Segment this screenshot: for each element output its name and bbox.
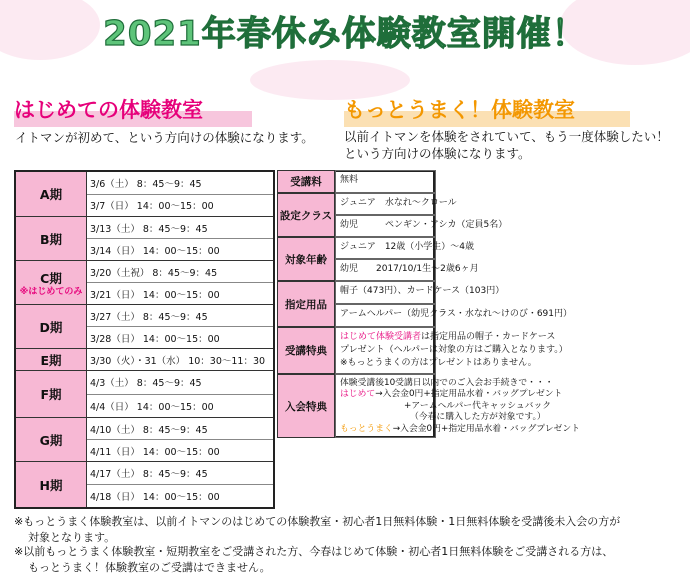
footnote-2	[14, 544, 613, 576]
schedule-row	[16, 216, 273, 260]
term-label	[16, 462, 87, 507]
footnote-1	[14, 514, 620, 546]
session-time: 3/7（日） 14：00～15：00	[87, 194, 273, 217]
session-list	[87, 172, 273, 216]
benefit-content	[335, 327, 568, 374]
class-junior-text: ジュニア 水なれ～クロール	[340, 198, 457, 208]
term-label	[16, 418, 87, 461]
fee-value	[335, 170, 436, 193]
session-time: 4/18（日） 14：00～15：00	[87, 484, 273, 507]
session-time: 3/14（日） 14：00～15：00	[87, 238, 273, 260]
session-time: 4/11（日） 14：00～15：00	[87, 439, 273, 461]
join-label: 入会特典	[277, 374, 335, 438]
term-name: G期	[39, 432, 63, 448]
session-time: 3/13（土） 8：45～9：45	[90, 223, 208, 235]
benefit-line2: プレゼント（ヘルパーは対象の方はご購入となります。）	[340, 345, 568, 355]
join-again-highlight: もっとうまく	[340, 423, 393, 434]
session-list	[87, 305, 273, 348]
benefit-line1: は指定用品の帽子・カードケース	[421, 332, 556, 342]
session-time: 4/4（日） 14：00～15：00	[87, 394, 273, 418]
section-heading-first: はじめての体験教室	[14, 98, 203, 122]
term-name: H期	[39, 477, 63, 493]
schedule-table	[14, 170, 275, 509]
age-label: 対象年齢	[277, 237, 335, 281]
session-time: 3/6（土） 8：45～9：45	[90, 178, 202, 190]
age-junior	[335, 237, 474, 259]
goods-line1	[335, 281, 505, 304]
age-infant	[335, 259, 479, 281]
term-name: C期	[40, 270, 62, 286]
term-label	[16, 349, 87, 370]
footnote-line: 対象となります。	[28, 531, 116, 544]
term-name: A期	[39, 187, 63, 202]
session-time: 4/3（土） 8：45～9：45	[90, 378, 202, 390]
join-line5: →入会金0円+指定用品水着・バッグプレゼント	[392, 423, 580, 434]
session-time: 4/10（土） 8：45～9：45	[90, 424, 208, 436]
session-list	[87, 217, 273, 260]
session-time: 3/30（火）・31（水） 10：30～11：30	[90, 355, 266, 367]
page-title: 2021年春休み体験教室開催！	[103, 14, 587, 54]
join-line1: 体験受講後10受講日以内でのご入会お手続きで・・・	[340, 378, 554, 388]
session-time: 4/17（土） 8：45～9：45	[90, 469, 208, 480]
term-name: E期	[40, 352, 62, 368]
class-label: 設定クラス	[277, 193, 335, 237]
schedule-row	[16, 348, 273, 370]
join-line2: →入会金0円+指定用品水着・バッグプレゼント	[375, 389, 563, 400]
schedule-row	[16, 417, 273, 461]
age-infant-text: 幼児 2017/10/1生～2歳6ヶ月	[340, 264, 479, 274]
schedule-row	[16, 260, 273, 304]
session-list	[87, 261, 273, 304]
join-line3: +アームヘルパー代キャッシュバック	[404, 400, 552, 411]
session-time: 3/27（土） 8：45～9：45	[90, 311, 208, 323]
goods-line2	[335, 304, 573, 327]
age-junior-text: ジュニア 12歳（小学生）～4歳	[340, 242, 474, 252]
session-list	[87, 371, 273, 417]
schedule-row	[16, 461, 273, 507]
schedule-row	[16, 304, 273, 348]
description-line: という方向けの体験になります。	[344, 146, 531, 161]
class-junior	[335, 193, 457, 215]
term-note: ※はじめてのみ	[19, 286, 83, 297]
session-list	[87, 349, 273, 370]
session-time: 3/28（日） 14：00～15：00	[87, 326, 273, 348]
term-label	[16, 261, 87, 304]
session-list	[87, 462, 273, 507]
term-name: F期	[40, 387, 62, 402]
join-first-highlight: はじめて	[340, 389, 376, 400]
session-list	[87, 418, 273, 461]
section-description-first: イトマンが初めて、という方向けの体験になります。	[15, 130, 314, 145]
footnote-line: もっとうまく！体験教室のご受講はできません。	[28, 561, 271, 574]
class-infant-text: 幼児 ペンギン・アシカ（定員5名）	[340, 220, 508, 230]
benefit-line3: ※もっとうまくの方はプレゼントはありません。	[340, 358, 537, 368]
session-time: 3/20（土祝） 8：45～9：45	[90, 267, 218, 279]
fee-label: 受講料	[277, 170, 335, 193]
footnote-line: ※もっとうまく体験教室は、以前イトマンのはじめての体験教室・初心者1日無料体験・1日無料体験を受講後未入会の方が	[14, 515, 621, 528]
term-name: D期	[39, 319, 63, 335]
goods-label: 指定用品	[277, 281, 335, 327]
join-content	[335, 374, 580, 438]
benefit-first-highlight: はじめて体験受講者	[340, 332, 422, 342]
term-label	[16, 371, 87, 417]
goods-line1-text: 帽子（473円）、カードケース（103円）	[340, 286, 505, 296]
footnote-line: ※以前もっとうまく体験教室・短期教室をご受講された方、今春はじめて体験・初心者1日無料体験をご受講される方は、	[14, 545, 614, 558]
section-description-again	[344, 128, 669, 162]
benefit-label: 受講特典	[277, 327, 335, 374]
term-label	[16, 217, 87, 260]
term-label	[16, 305, 87, 348]
fee-text: 無料	[340, 175, 359, 185]
schedule-row	[16, 172, 273, 216]
class-infant	[335, 215, 508, 237]
join-line4: （今春に購入した方が対象です。）	[410, 412, 546, 423]
schedule-row	[16, 370, 273, 417]
description-line: 以前イトマンを体験をされていて、もう一度体験したい！	[344, 129, 669, 144]
section-heading-again: もっとうまく！体験教室	[344, 98, 575, 122]
term-label	[16, 172, 87, 216]
term-name: B期	[39, 231, 63, 247]
session-time: 3/21（日） 14：00～15：00	[87, 282, 273, 304]
goods-line2-text: アームヘルパー（幼児クラス・水なれ～けのび・691円）	[340, 309, 573, 319]
